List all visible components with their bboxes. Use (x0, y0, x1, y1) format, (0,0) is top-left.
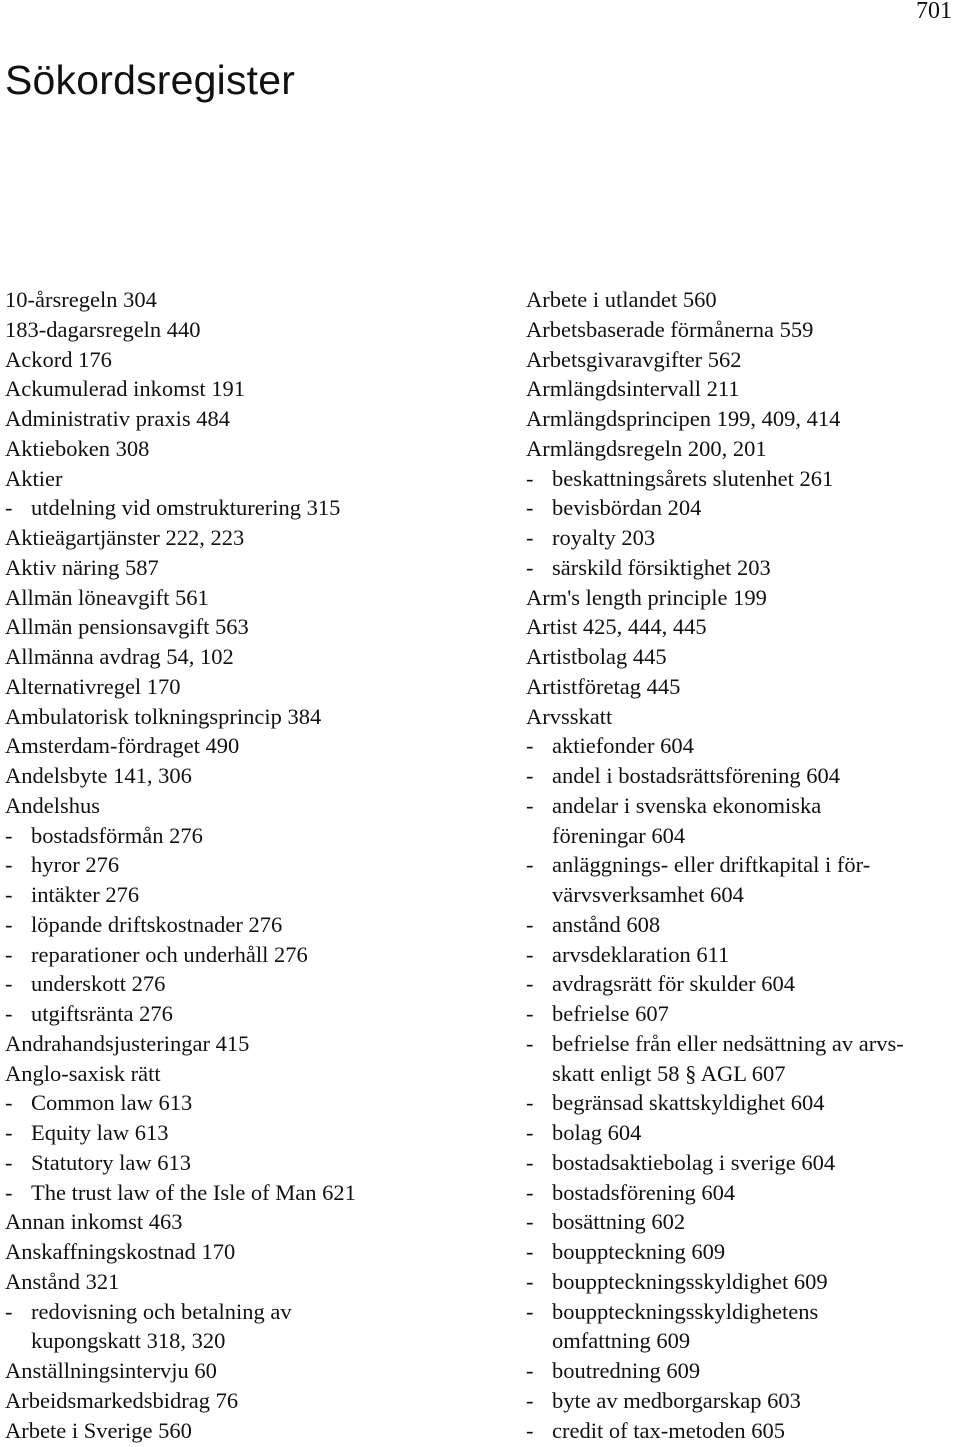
index-entry: Andelsbyte 141, 306 (5, 763, 192, 788)
index-subentry: - bolag 604 (526, 1118, 956, 1148)
index-entry: Arbeidsmarkedsbidrag 76 (5, 1387, 239, 1413)
index-entry: Arbete i utlandet 560 (526, 287, 717, 312)
index-entry: Aktier (5, 465, 63, 491)
page-title: Sökordsregister (5, 57, 296, 103)
index-entry: Allmän pensionsavgift 563 (5, 614, 249, 640)
index-subentry: - Statutory law 613 (5, 1148, 505, 1178)
index-entry: Anstånd 321 (5, 1268, 120, 1294)
index-subentry: - utdelning vid omstrukturering 315 (5, 493, 505, 523)
index-entry: Aktieboken 308 (5, 435, 150, 461)
index-subentry: - arvsdeklaration 611 (526, 940, 956, 970)
index-entry: 183-dagarsregeln 440 (5, 316, 201, 342)
index-entry: Artistföretag 445 (526, 673, 681, 699)
index-subentry: - royalty 203 (526, 523, 956, 553)
index-subentry: - anstånd 608 (526, 910, 956, 940)
index-subentry: - underskott 276 (5, 969, 505, 999)
index-entry: Artist 425, 444, 445 (526, 614, 707, 640)
index-entry: Ackord 176 (5, 346, 112, 372)
index-column-left (5, 285, 505, 1445)
index-entry: Arm's length principle 199 (526, 584, 767, 610)
index-subentry: - byte av medborgarskap 603 (526, 1386, 956, 1416)
index-subentry: - bostadsaktiebolag i sverige 604 (526, 1148, 956, 1178)
index-entry: Armlängdsintervall 211 (526, 376, 740, 402)
index-subentry: - bostadsförening 604 (526, 1178, 956, 1208)
index-subentry: - bouppteckningsskyldighet 609 (526, 1267, 956, 1297)
index-subentry: - intäkter 276 (5, 880, 505, 910)
index-subentry: - aktiefonder 604 (526, 731, 956, 761)
index-subentry: - begränsad skattskyldighet 604 (526, 1088, 956, 1118)
index-entry: Allmän löneavgift 561 (5, 584, 209, 610)
index-subentry: - andelar i svenska ekonomiska (526, 791, 956, 821)
index-subentry: - Common law 613 (5, 1088, 505, 1118)
index-subentry: - credit of tax-metoden 605 (526, 1416, 956, 1446)
index-subentry: - anläggnings- eller driftkapital i för- (526, 850, 956, 880)
index-entry: Aktiv näring 587 (5, 554, 159, 580)
index-subentry: - hyror 276 (5, 850, 505, 880)
index-subentry: - särskild försiktighet 203 (526, 553, 956, 583)
index-subentry: - avdragsrätt för skulder 604 (526, 969, 956, 999)
index-entry: Annan inkomst 463 (5, 1209, 183, 1235)
index-subentry: - bosättning 602 (526, 1207, 956, 1237)
index-entry: Artistbolag 445 (526, 644, 667, 669)
index-subentry: - bouppteckningsskyldighetens (526, 1297, 956, 1327)
index-entry: Allmänna avdrag 54, 102 (5, 644, 234, 669)
index-entry-continuation: kupongskatt 318, 320 (31, 1328, 226, 1354)
page-number: 701 (916, 0, 952, 24)
index-entry: Anskaffningskostnad 170 (5, 1239, 236, 1264)
index-entry: Ambulatorisk tolkningsprincip 384 (5, 703, 322, 729)
index-entry: Ackumulerad inkomst 191 (5, 376, 245, 402)
index-entry: Anställningsintervju 60 (5, 1358, 217, 1383)
index-subentry: - befrielse från eller nedsättning av arvs- (526, 1029, 956, 1059)
index-entry: Andrahandsjusteringar 415 (5, 1030, 250, 1056)
index-entry: Armlängdsregeln 200, 201 (526, 435, 767, 461)
index-entry-continuation: omfattning 609 (552, 1328, 691, 1354)
index-subentry: - bouppteckning 609 (526, 1237, 956, 1267)
index-subentry: - reparationer och underhåll 276 (5, 940, 505, 970)
index-entry: Arbetsbaserade förmånerna 559 (526, 316, 814, 342)
index-entry: Arbete i Sverige 560 (5, 1417, 192, 1443)
index-entry-continuation: värvsverksamhet 604 (552, 882, 744, 907)
index-entry-continuation: föreningar 604 (552, 822, 686, 848)
index-subentry: - utgiftsränta 276 (5, 999, 505, 1029)
index-subentry: - Equity law 613 (5, 1118, 505, 1148)
index-subentry: - befrielse 607 (526, 999, 956, 1029)
index-subentry: - The trust law of the Isle of Man 621 (5, 1178, 505, 1208)
index-entry: Anglo-saxisk rätt (5, 1060, 161, 1086)
index-entry: Administrativ praxis 484 (5, 406, 230, 431)
index-entry: Armlängdsprincipen 199, 409, 414 (526, 406, 841, 431)
index-subentry: - bostadsförmån 276 (5, 821, 505, 851)
index-subentry: - andel i bostadsrättsförening 604 (526, 761, 956, 791)
index-subentry: - beskattningsårets slutenhet 261 (526, 464, 956, 494)
index-subentry: - redovisning och betalning av (5, 1297, 505, 1327)
index-subentry: - löpande driftskostnader 276 (5, 910, 505, 940)
index-subentry: - boutredning 609 (526, 1356, 956, 1386)
index-entry: Alternativregel 170 (5, 673, 181, 699)
index-subentry: - bevisbördan 204 (526, 493, 956, 523)
index-entry: Aktieägartjänster 222, 223 (5, 525, 245, 550)
index-entry-continuation: skatt enligt 58 § AGL 607 (552, 1060, 786, 1086)
index-entry: Arbetsgivaravgifter 562 (526, 346, 742, 372)
index-entry: Amsterdam-fördraget 490 (5, 733, 240, 759)
index-entry: Andelshus (5, 792, 100, 818)
index-entry: Arvsskatt (526, 703, 613, 729)
index-entry: 10-årsregeln 304 (5, 287, 157, 312)
index-column-right (526, 285, 956, 1445)
